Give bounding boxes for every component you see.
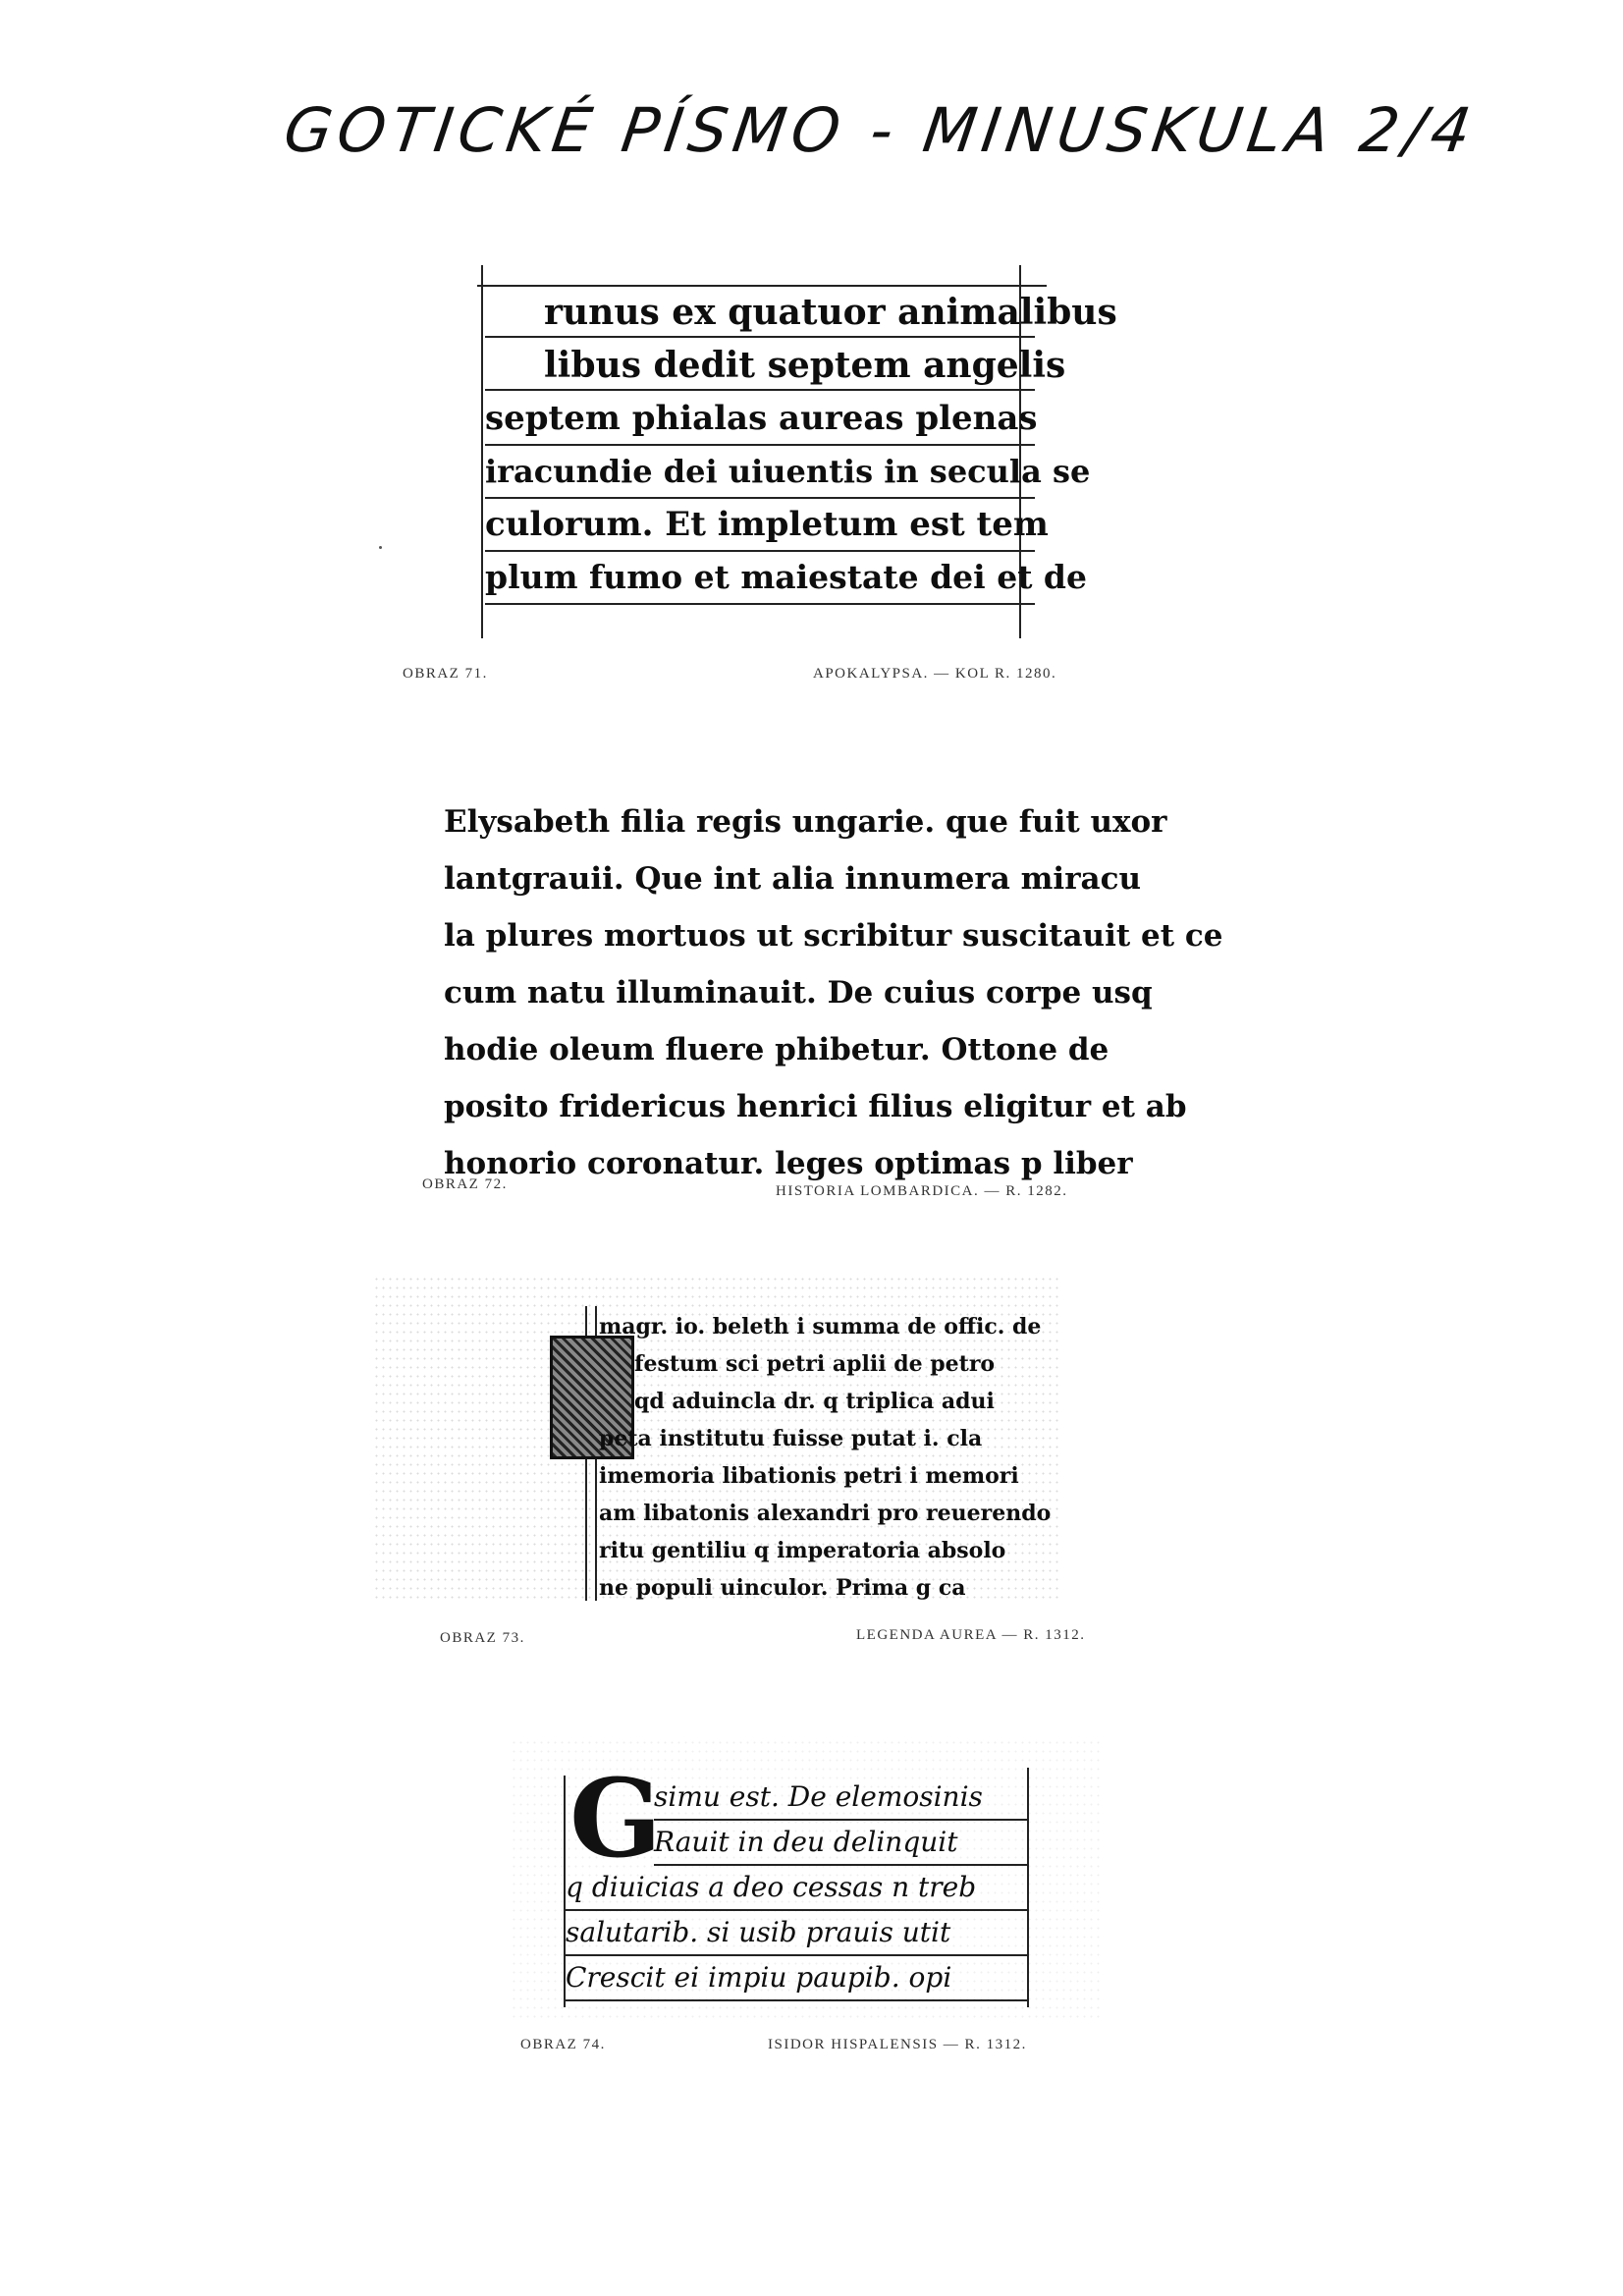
manuscript-line: qd aduincla dr. q triplica adui	[634, 1389, 995, 1414]
manuscript-line: la plures mortuos ut scribitur suscitauit et ce	[444, 918, 1223, 954]
ruling-left	[481, 265, 483, 638]
scan-speck	[379, 546, 382, 549]
manuscript-line: am libatonis alexandri pro reuerendo	[599, 1501, 1052, 1526]
figure-label: OBRAZ 71.	[403, 666, 488, 682]
manuscript-line: festum sci petri aplii de petro	[634, 1351, 996, 1377]
manuscript-line: ne populi uinculor. Prima g ca	[599, 1575, 966, 1601]
manuscript-line: Crescit ei impiu paupib. opi	[566, 1956, 1027, 2001]
figure-label: OBRAZ 74.	[520, 2037, 606, 2052]
figure-source: LEGENDA AUREA — R. 1312.	[856, 1627, 1086, 1643]
manuscript-line: libus dedit septem angelis	[485, 340, 1035, 391]
manuscript-line: septem phialas aureas plenas	[485, 393, 1035, 446]
manuscript-line: runus ex quatuor animalibus	[485, 287, 1035, 338]
manuscript-line: plum fumo et maiestate dei et de	[485, 552, 1035, 605]
manuscript-line: imemoria libationis petri i memori	[599, 1463, 1019, 1489]
manuscript-line: Elysabeth filia regis ungarie. que fuit uxor	[444, 804, 1167, 840]
manuscript-line: culorum. Et impletum est tem	[485, 499, 1035, 552]
figure-source: HISTORIA LOMBARDICA. — R. 1282.	[776, 1183, 1068, 1199]
manuscript-line: lantgrauii. Que int alia innumera miracu	[444, 861, 1142, 897]
manuscript-line: q diuicias a deo cessas n treb	[566, 1866, 1027, 1911]
manuscript-line: ritu gentiliu q imperatoria absolo	[599, 1538, 1006, 1563]
page-heading: GOTICKÉ PÍSMO - MINUSKULA 2/4	[279, 94, 1482, 166]
manuscript-line: Rauit in deu delinquit	[654, 1821, 1027, 1866]
manuscript-line: posito fridericus henrici filius eligitur et ab	[444, 1089, 1187, 1124]
manuscript-line: magr. io. beleth i summa de offic. de	[599, 1314, 1042, 1339]
manuscript-line: iracundie dei uiuentis in secula se	[485, 446, 1035, 499]
manuscript-line: salutarib. si usib prauis utit	[566, 1911, 1027, 1956]
figure-source: APOKALYPSA. — KOL R. 1280.	[813, 666, 1057, 682]
manuscript-line: peta institutu fuisse putat i. cla	[599, 1426, 983, 1451]
manuscript-line: hodie oleum fluere phibetur. Ottone de	[444, 1032, 1109, 1067]
manuscript-line: honorio coronatur. leges optimas p liber	[444, 1146, 1133, 1181]
ruling-right	[1027, 1768, 1029, 2007]
manuscript-line: cum natu illuminauit. De cuius corpe usq	[444, 975, 1153, 1011]
manuscript-line: simu est. De elemosinis	[654, 1776, 1027, 1821]
figure-label: OBRAZ 73.	[440, 1630, 525, 1646]
figure-label: OBRAZ 72.	[422, 1176, 508, 1192]
initial-g: G	[569, 1755, 662, 1882]
figure-source: ISIDOR HISPALENSIS — R. 1312.	[768, 2037, 1027, 2052]
